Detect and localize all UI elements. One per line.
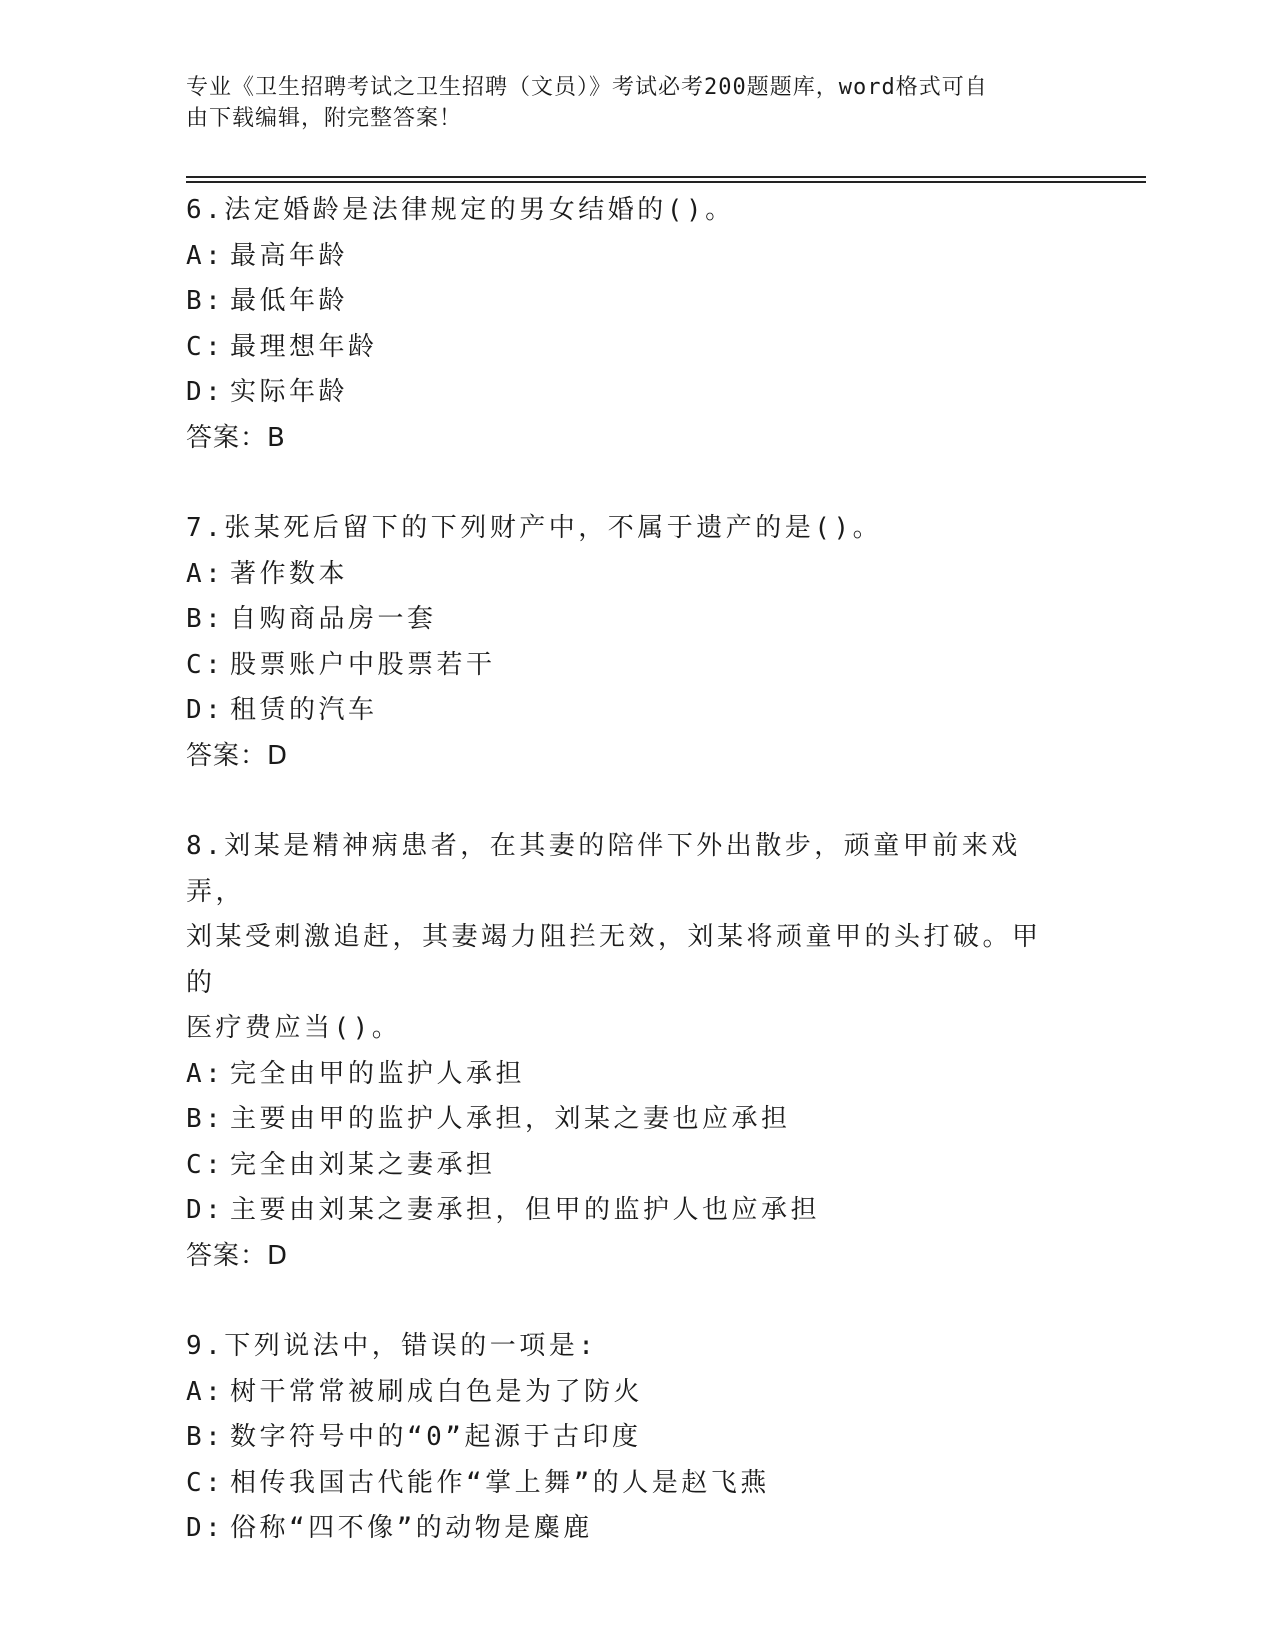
option-text: 树干常常被刷成白色是为了防火 — [230, 1376, 644, 1407]
option-c — [186, 1461, 1066, 1507]
option-text: 最高年龄 — [230, 240, 349, 271]
option-letter: C: — [186, 649, 225, 680]
header-line-1: 专业《卫生招聘考试之卫生招聘（文员）》考试必考200题题库，word格式可自 — [186, 75, 988, 100]
option-text: 著作数本 — [230, 558, 349, 589]
option-letter: A: — [186, 558, 225, 589]
option-letter: D: — [186, 377, 225, 407]
option-d — [186, 1188, 1066, 1234]
option-c — [186, 1143, 1066, 1189]
option-text: 俗称“四不像”的动物是麋鹿 — [230, 1513, 593, 1543]
header-rule-top — [186, 176, 1146, 178]
option-text: 主要由刘某之妻承担，但甲的监护人也应承担 — [230, 1195, 821, 1225]
spacer — [186, 779, 1066, 824]
spacer — [186, 1279, 1066, 1324]
option-letter: D: — [186, 695, 225, 725]
option-text: 最低年龄 — [230, 286, 349, 316]
question-stem-line-2: 刘某受刺激追赶，其妻竭力阻拦无效，刘某将顽童甲的头打破。甲的 — [186, 922, 1042, 998]
option-letter: C: — [186, 1467, 225, 1498]
option-text: 最理想年龄 — [230, 331, 378, 362]
option-letter: A: — [186, 1058, 225, 1089]
option-a — [186, 552, 1066, 598]
option-text: 完全由刘某之妻承担 — [230, 1149, 496, 1180]
option-text: 租赁的汽车 — [230, 695, 378, 725]
option-text: 主要由甲的监护人承担，刘某之妻也应承担 — [230, 1104, 791, 1134]
option-letter: C: — [186, 331, 225, 362]
option-letter: B: — [186, 604, 225, 634]
option-a — [186, 234, 1066, 280]
option-letter: B: — [186, 286, 225, 316]
answer-line: 答案：B — [186, 422, 286, 453]
option-a — [186, 1370, 1066, 1416]
question-list — [186, 188, 1066, 1552]
option-c — [186, 325, 1066, 371]
option-b — [186, 1415, 1066, 1461]
question-9 — [186, 1324, 1066, 1552]
option-d — [186, 1506, 1066, 1552]
header-line-2: 由下载编辑，附完整答案！ — [186, 106, 463, 131]
option-text: 实际年龄 — [230, 377, 349, 407]
option-c — [186, 643, 1066, 689]
option-letter: D: — [186, 1513, 225, 1543]
answer-line: 答案：D — [186, 740, 289, 771]
document-header — [186, 72, 1066, 134]
option-letter: A: — [186, 240, 225, 271]
question-stem: 6.法定婚龄是法律规定的男女结婚的()。 — [186, 195, 735, 225]
question-8 — [186, 824, 1066, 1279]
option-text: 股票账户中股票若干 — [230, 649, 496, 680]
question-6 — [186, 188, 1066, 461]
option-b — [186, 1097, 1066, 1143]
question-7 — [186, 506, 1066, 779]
header-rule-bottom — [186, 181, 1146, 183]
answer-line: 答案：D — [186, 1240, 289, 1271]
question-stem-line-3: 医疗费应当()。 — [186, 1013, 402, 1043]
option-text: 自购商品房一套 — [230, 604, 437, 634]
option-letter: A: — [186, 1376, 225, 1407]
question-stem: 7.张某死后留下的下列财产中，不属于遗产的是()。 — [186, 513, 883, 543]
option-letter: B: — [186, 1422, 225, 1452]
option-letter: C: — [186, 1149, 225, 1180]
option-d — [186, 688, 1066, 734]
option-text: 数字符号中的“0”起源于古印度 — [230, 1422, 642, 1452]
spacer — [186, 461, 1066, 506]
option-d — [186, 370, 1066, 416]
option-letter: D: — [186, 1195, 225, 1225]
option-letter: B: — [186, 1104, 225, 1134]
option-a — [186, 1052, 1066, 1098]
question-stem-line-1: 8.刘某是精神病患者，在其妻的陪伴下外出散步，顽童甲前来戏弄， — [186, 831, 1021, 907]
option-text: 完全由甲的监护人承担 — [230, 1058, 526, 1089]
question-stem: 9.下列说法中，错误的一项是: — [186, 1331, 598, 1361]
option-b — [186, 597, 1066, 643]
option-b — [186, 279, 1066, 325]
option-text: 相传我国古代能作“掌上舞”的人是赵飞燕 — [230, 1467, 770, 1498]
